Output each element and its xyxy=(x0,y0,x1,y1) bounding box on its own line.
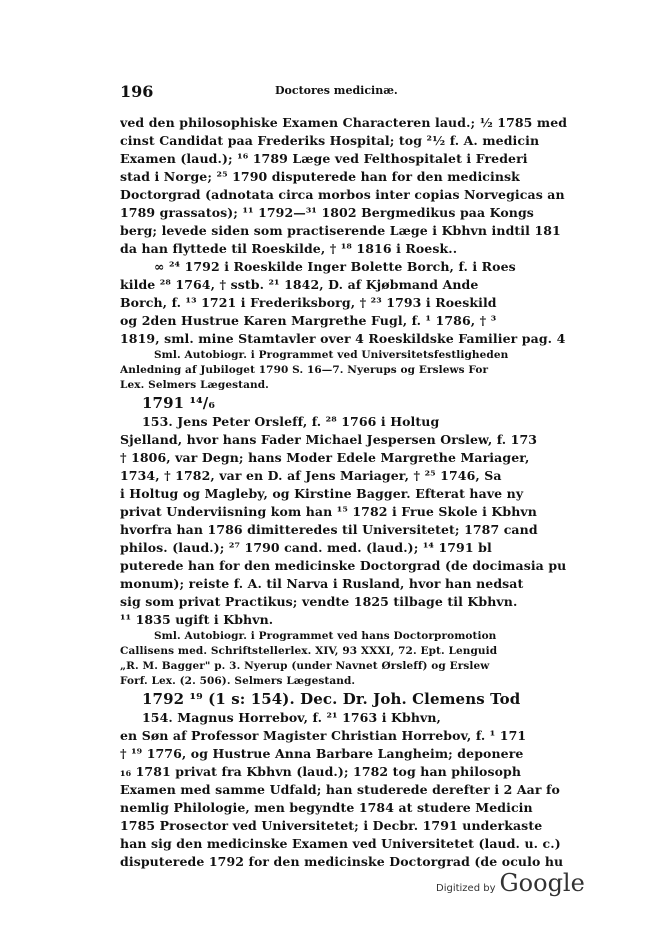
source-note-line: Sml. Autobiogr. i Programmet ved hans Doctorpromotion xyxy=(154,630,497,642)
text-line: ₁₆ 1781 privat fra Kbhvn (laud.); 1782 tog han philosoph xyxy=(120,764,522,779)
running-head: Doctores medicinæ. xyxy=(275,84,398,97)
text-line: han sig den medicinske Examen ved Universitetet (laud. u. c.) xyxy=(120,836,561,851)
text-line: kilde ²⁸ 1764, † sstb. ²¹ 1842, D. af Kjøbmand Ande xyxy=(120,277,479,292)
page-number: 196 xyxy=(120,82,154,101)
text-line: Examen (laud.); ¹⁶ 1789 Læge ved Felthospitalet i Frederi xyxy=(120,151,528,166)
entry-heading-line: 153. Jens Peter Orsleff, f. ²⁸ 1766 i Holtug xyxy=(142,414,440,429)
text-line: berg; levede siden som practiserende Læge i Kbhvn indtil 181 xyxy=(120,223,561,238)
entry-heading-line: 154. Magnus Horrebov, f. ²¹ 1763 i Kbhvn, xyxy=(142,710,442,725)
text-line: i Holtug og Magleby, og Kirstine Bagger. Efterat have ny xyxy=(120,486,524,501)
google-logo-text: Google xyxy=(499,869,585,897)
text-line: hvorfra han 1786 dimitteredes til Universitetet; 1787 cand xyxy=(120,522,538,537)
source-note-line: Callisens med. Schriftstellerlex. XIV, 93 XXXI, 72. Ept. Lenguid xyxy=(120,645,498,657)
text-line: 1819, sml. mine Stamtavler over 4 Roeskildske Familier pag. 4 xyxy=(120,331,566,346)
text-line: en Søn af Professor Magister Christian Horrebov, f. ¹ 171 xyxy=(120,728,527,743)
page-body xyxy=(120,114,664,871)
source-note-line: Sml. Autobiogr. i Programmet ved Universitetsfestligheden xyxy=(154,349,509,361)
text-line: ∞ ²⁴ 1792 i Roeskilde Inger Bolette Borch, f. i Roes xyxy=(154,259,516,274)
digitized-by-label: Digitized by xyxy=(436,883,496,894)
text-line: og 2den Hustrue Karen Margrethe Fugl, f. ¹ 1786, † ³ xyxy=(120,313,497,328)
text-line: Examen med samme Udfald; han studerede derefter i 2 Aar fo xyxy=(120,782,560,797)
text-line: privat Underviisning kom han ¹⁵ 1782 i Frue Skole i Kbhvn xyxy=(120,504,537,519)
text-line: † 1806, var Degn; hans Moder Edele Margrethe Mariager, xyxy=(120,450,530,465)
text-line: † ¹⁹ 1776, og Hustrue Anna Barbare Langheim; deponere xyxy=(120,746,524,761)
text-line: ved den philosophiske Examen Characteren laud.; ½ 1785 med xyxy=(120,115,568,130)
source-note-line: „R. M. Bagger" p. 3. Nyerup (under Navnet Ørsleff) og Erslew xyxy=(120,660,490,672)
text-line: 1734, † 1782, var en D. af Jens Mariager, † ²⁵ 1746, Sa xyxy=(120,468,502,483)
year-heading: 1792 ¹⁹ (1 s: 154). Dec. Dr. Joh. Clemens Tod xyxy=(142,690,521,708)
text-line: Borch, f. ¹³ 1721 i Frederiksborg, † ²³ 1793 i Roeskild xyxy=(120,295,497,310)
text-line: Doctorgrad (adnotata circa morbos inter copias Norvegicas an xyxy=(120,187,565,202)
text-line: Sjelland, hvor hans Fader Michael Jespersen Orslew, f. 173 xyxy=(120,432,538,447)
source-note-line: Forf. Lex. (2. 506). Selmers Lægestand. xyxy=(120,675,356,687)
text-line: sig som privat Practikus; vendte 1825 tilbage til Kbhvn. xyxy=(120,594,518,609)
digitized-by-google-watermark xyxy=(436,869,585,897)
text-line: nemlig Philologie, men begyndte 1784 at studere Medicin xyxy=(120,800,533,815)
text-line: cinst Candidat paa Frederiks Hospital; tog ²½ f. A. medicin xyxy=(120,133,540,148)
text-line: monum); reiste f. A. til Narva i Rusland, hvor han nedsat xyxy=(120,576,524,591)
text-line: stad i Norge; ²⁵ 1790 disputerede han for den medicinsk xyxy=(120,169,520,184)
text-line: 1789 grassatos); ¹¹ 1792—³¹ 1802 Bergmedikus paa Kongs xyxy=(120,205,534,220)
text-line: philos. (laud.); ²⁷ 1790 cand. med. (laud.); ¹⁴ 1791 bl xyxy=(120,540,492,555)
text-line: ¹¹ 1835 ugift i Kbhvn. xyxy=(120,612,274,627)
text-line: 1785 Prosector ved Universitetet; i Decbr. 1791 underkaste xyxy=(120,818,543,833)
source-note-line: Anledning af Jubiloget 1790 S. 16—7. Nyerups og Erslews For xyxy=(120,364,489,376)
text-line: puterede han for den medicinske Doctorgrad (de docimasia pu xyxy=(120,558,567,573)
year-heading: 1791 ¹⁴/₆ xyxy=(142,394,216,412)
page-header xyxy=(120,82,560,102)
text-line: da han flyttede til Roeskilde, † ¹⁸ 1816 i Roesk.. xyxy=(120,241,458,256)
source-note-line: Lex. Selmers Lægestand. xyxy=(120,379,269,391)
text-line: disputerede 1792 for den medicinske Doctorgrad (de oculo hu xyxy=(120,854,564,869)
